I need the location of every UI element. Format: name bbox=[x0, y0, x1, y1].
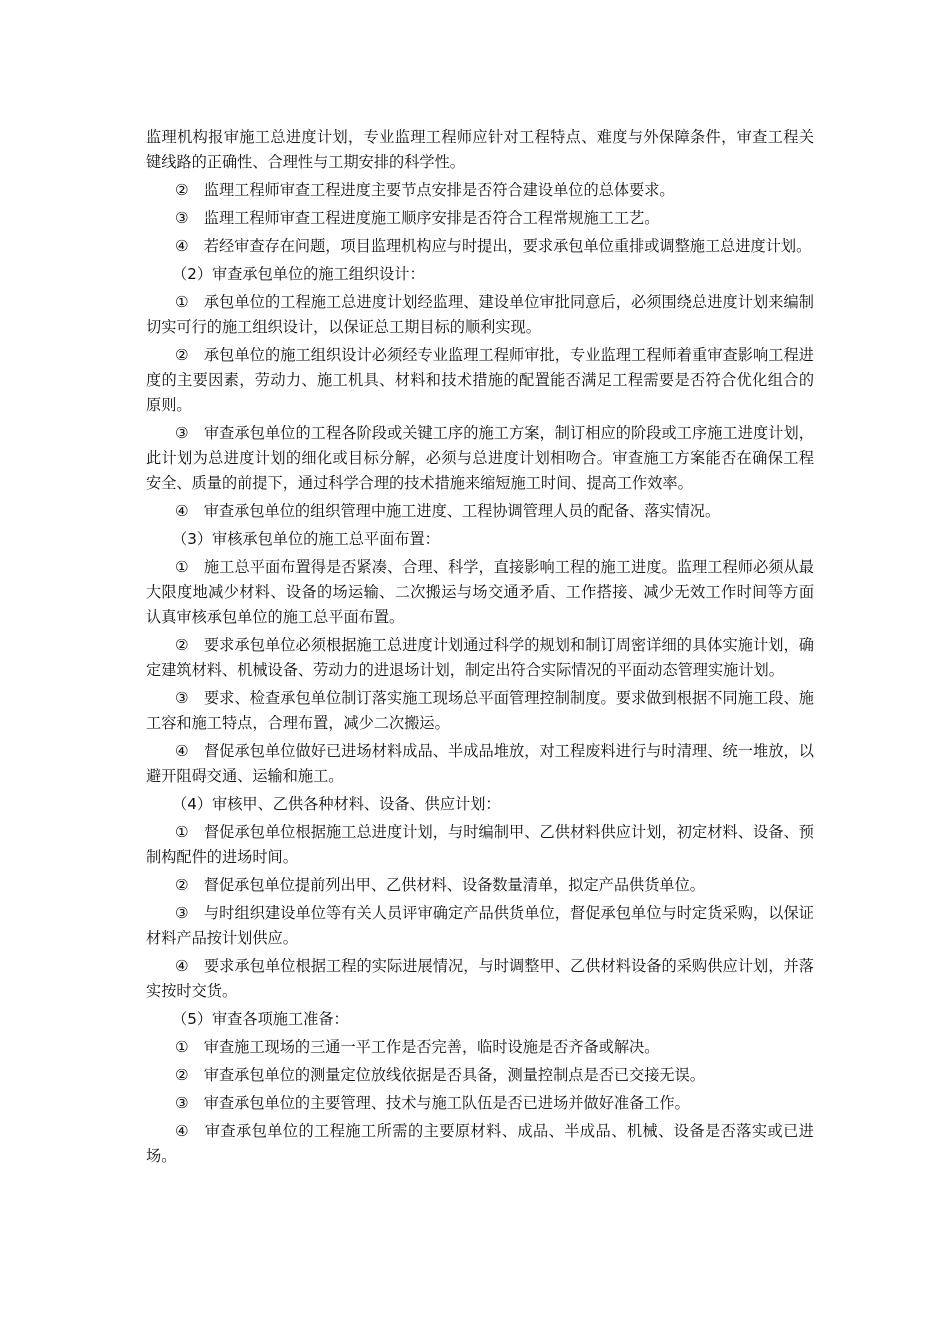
list-item: ④ 要求承包单位根据工程的实际进展情况，与时调整甲、乙供材料设备的采购供应计划，并落实按时交货。 bbox=[146, 957, 814, 1000]
list-item: ③ 审查承包单位的主要管理、技术与施工队伍是否已进场并做好准备工作。 bbox=[175, 1094, 690, 1112]
list-item: ② 要求承包单位必须根据施工总进度计划通过科学的规划和制订周密详细的具体实施计划，确定建筑材料、机械设备、劳动力的进退场计划，制定出符合实际情况的平面动态管理实施计划。 bbox=[146, 636, 814, 679]
paragraph-continuation: 监理机构报审施工总进度计划，专业监理工程师应针对工程特点、难度与外保障条件，审查工程关键线路的正确性、合理性与工期安排的科学性。 bbox=[146, 128, 814, 171]
list-item: ① 审查施工现场的三通一平工作是否完善，临时设施是否齐备或解决。 bbox=[175, 1038, 660, 1056]
list-item: ③ 审查承包单位的工程各阶段或关键工序的施工方案，制订相应的阶段或工序施工进度计划，此计划为总进度计划的细化或目标分解，必须与总进度计划相吻合。审查施工方案能否在确保工程安全、质量的前提下，通过科学合理的技术措施来缩短施工时间、提高工作效率。 bbox=[146, 424, 814, 492]
list-item: ④ 若经审查存在问题，项目监理机构应与时提出，要求承包单位重排或调整施工总进度计划。 bbox=[175, 237, 812, 255]
list-item: ② 督促承包单位提前列出甲、乙供材料、设备数量清单，拟定产品供货单位。 bbox=[175, 876, 705, 894]
section-heading: （4）审核甲、乙供各种材料、设备、供应计划： bbox=[172, 795, 501, 813]
list-item: ① 施工总平面布置得是否紧凑、合理、科学，直接影响工程的施工进度。监理工程师必须从最大限度地减少材料、设备的场运输、二次搬运与场交通矛盾、工作搭接、减少无效工作时间等方面认真审核承包单位的施工总平面布置。 bbox=[146, 558, 814, 626]
list-item: ③ 监理工程师审查工程进度施工顺序安排是否符合工程常规施工工艺。 bbox=[175, 209, 660, 227]
list-item: ④ 审查承包单位的工程施工所需的主要原材料、成品、半成品、机械、设备是否落实或已进场。 bbox=[146, 1122, 814, 1165]
list-item: ③ 与时组织建设单位等有关人员评审确定产品供货单位，督促承包单位与时定货采购，以保证材料产品按计划供应。 bbox=[146, 904, 814, 947]
list-item: ① 承包单位的工程施工总进度计划经监理、建设单位审批同意后，必须围绕总进度计划来编制切实可行的施工组织设计，以保证总工期目标的顺利实现。 bbox=[146, 293, 814, 336]
list-item: ④ 审查承包单位的组织管理中施工进度、工程协调管理人员的配备、落实情况。 bbox=[175, 502, 721, 520]
list-item: ② 审查承包单位的测量定位放线依据是否具备，测量控制点是否已交接无误。 bbox=[175, 1066, 705, 1084]
section-heading: （3）审核承包单位的施工总平面布置： bbox=[172, 530, 440, 548]
list-item: ① 督促承包单位根据施工总进度计划，与时编制甲、乙供材料供应计划，初定材料、设备、预制构配件的进场时间。 bbox=[146, 823, 814, 866]
section-heading: （2）审查承包单位的施工组织设计： bbox=[172, 265, 425, 283]
list-item: ② 监理工程师审查工程进度主要节点安排是否符合建设单位的总体要求。 bbox=[175, 181, 675, 199]
list-item: ③ 要求、检查承包单位制订落实施工现场总平面管理控制制度。要求做到根据不同施工段、施工容和施工特点，合理布置，减少二次搬运。 bbox=[146, 689, 814, 732]
section-heading: （5）审查各项施工准备： bbox=[172, 1010, 349, 1028]
document-body bbox=[146, 125, 814, 1169]
list-item: ④ 督促承包单位做好已进场材料成品、半成品堆放，对工程废料进行与时清理、统一堆放，以避开阻碍交通、运输和施工。 bbox=[146, 742, 814, 785]
list-item: ② 承包单位的施工组织设计必须经专业监理工程师审批，专业监理工程师着重审查影响工程进度的主要因素，劳动力、施工机具、材料和技术措施的配置能否满足工程需要是否符合优化组合的原则。 bbox=[146, 346, 814, 414]
